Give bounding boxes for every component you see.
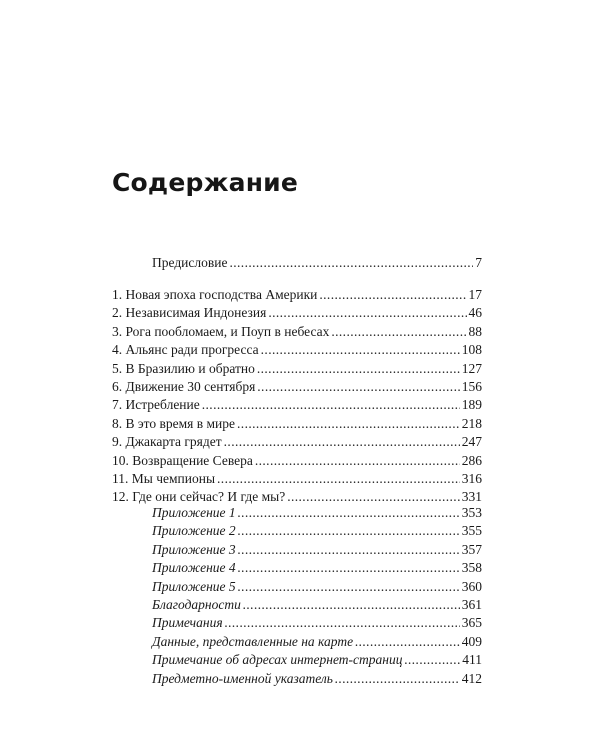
toc-appendix-list bbox=[152, 504, 482, 688]
toc-entry-page-number: 355 bbox=[461, 523, 482, 539]
toc-entry-title: 3. Рога пообломаем, и Поуп в небесах bbox=[112, 323, 330, 339]
dot-leader bbox=[237, 415, 460, 433]
toc-entry-title: Данные, представленные на карте bbox=[152, 633, 354, 649]
dot-leader bbox=[243, 596, 460, 614]
toc-entry-title: 2. Независимая Индонезия bbox=[112, 305, 267, 321]
toc-entry-title: Предметно-именной указатель bbox=[152, 670, 333, 686]
toc-entry-page-number: 361 bbox=[461, 596, 482, 612]
toc-entry-title: 5. В Бразилию и обратно bbox=[112, 360, 255, 376]
dot-leader bbox=[238, 541, 460, 559]
dot-leader bbox=[255, 452, 460, 470]
dot-leader bbox=[238, 559, 460, 577]
toc-entry-page-number: 156 bbox=[461, 378, 482, 394]
toc-entry-page-number: 127 bbox=[461, 360, 482, 376]
toc-entry-page-number: 247 bbox=[461, 434, 482, 450]
toc-entry bbox=[112, 396, 482, 414]
toc-entry-title: 4. Альянс ради прогресса bbox=[112, 342, 259, 358]
toc-entry bbox=[152, 522, 482, 540]
toc-entry bbox=[112, 304, 482, 322]
dot-leader bbox=[319, 286, 466, 304]
toc-entry bbox=[152, 670, 482, 688]
toc-entry bbox=[152, 559, 482, 577]
toc-entry-title: 6. Движение 30 сентября bbox=[112, 378, 256, 394]
toc-entry-page-number: 189 bbox=[461, 397, 482, 413]
toc-entry-title: Приложение 2 bbox=[152, 523, 236, 539]
dot-leader bbox=[238, 578, 460, 596]
toc-entry-page-number: 286 bbox=[461, 452, 482, 468]
toc-entry-page-number: 7 bbox=[475, 255, 482, 270]
toc-entry bbox=[152, 651, 482, 669]
dot-leader bbox=[355, 633, 460, 651]
dot-leader bbox=[229, 254, 473, 272]
toc-entry bbox=[152, 614, 482, 632]
toc-entry bbox=[152, 578, 482, 596]
toc-entry bbox=[112, 341, 482, 359]
toc-entry-page-number: 218 bbox=[461, 415, 482, 431]
toc-entry bbox=[152, 541, 482, 559]
toc-entry-page-number: 365 bbox=[461, 615, 482, 631]
toc-entry-title: 8. В это время в мире bbox=[112, 415, 236, 431]
toc-entry bbox=[112, 360, 482, 378]
toc-entry-page-number: 360 bbox=[461, 578, 482, 594]
toc-entry-title: 11. Мы чемпионы bbox=[112, 470, 216, 486]
toc-entry-title: 12. Где они сейчас? И где мы? bbox=[112, 489, 286, 505]
toc-entry bbox=[112, 286, 482, 304]
toc-entry bbox=[152, 254, 482, 272]
toc-entry-page-number: 108 bbox=[461, 342, 482, 358]
toc-entry-title: Приложение 3 bbox=[152, 541, 236, 557]
dot-leader bbox=[238, 522, 460, 540]
dot-leader bbox=[257, 378, 459, 396]
toc-entry-page-number: 316 bbox=[461, 470, 482, 486]
toc-entry-page-number: 353 bbox=[461, 505, 482, 520]
dot-leader bbox=[224, 433, 460, 451]
toc-entry-title: 7. Истребление bbox=[112, 397, 200, 413]
dot-leader bbox=[331, 323, 466, 341]
toc-entry-page-number: 331 bbox=[461, 489, 482, 505]
toc-entry bbox=[112, 378, 482, 396]
toc-entry bbox=[112, 452, 482, 470]
toc-entry-page-number: 46 bbox=[468, 305, 482, 321]
toc-entry-title: Примечания bbox=[152, 615, 223, 631]
toc-entry-title: Примечание об адресах интернет-страниц bbox=[152, 652, 403, 668]
dot-leader bbox=[202, 396, 460, 414]
toc-entry-title: 10. Возвращение Севера bbox=[112, 452, 253, 468]
toc-entry bbox=[112, 433, 482, 451]
dot-leader bbox=[404, 651, 460, 669]
page-title: Содержание bbox=[112, 168, 299, 197]
toc-entry bbox=[112, 415, 482, 433]
dot-leader bbox=[261, 341, 460, 359]
toc-entry-title: Приложение 4 bbox=[152, 560, 236, 576]
toc-entry-page-number: 358 bbox=[461, 560, 482, 576]
toc-entry-title: Предисловие bbox=[152, 255, 228, 270]
toc-entry-page-number: 88 bbox=[468, 323, 482, 339]
toc-entry bbox=[152, 596, 482, 614]
toc-entry-page-number: 412 bbox=[461, 670, 482, 686]
dot-leader bbox=[335, 670, 460, 688]
toc-entry bbox=[112, 323, 482, 341]
toc-chapters-list bbox=[112, 286, 482, 507]
toc-entry bbox=[112, 470, 482, 488]
toc-preface-list bbox=[152, 254, 482, 272]
toc-entry-title: 9. Джакарта грядет bbox=[112, 434, 222, 450]
toc-entry bbox=[152, 633, 482, 651]
toc-entry-page-number: 409 bbox=[461, 633, 482, 649]
dot-leader bbox=[217, 470, 460, 488]
dot-leader bbox=[268, 304, 466, 322]
toc-entry-page-number: 17 bbox=[468, 287, 482, 302]
toc-entry-title: 1. Новая эпоха господства Америки bbox=[112, 287, 318, 302]
dot-leader bbox=[238, 504, 460, 522]
toc-entry bbox=[152, 504, 482, 522]
toc-entry-title: Благодарности bbox=[152, 596, 241, 612]
toc-entry-page-number: 357 bbox=[461, 541, 482, 557]
toc-entry-title: Приложение 5 bbox=[152, 578, 236, 594]
dot-leader bbox=[225, 614, 460, 632]
toc-entry-title: Приложение 1 bbox=[152, 505, 236, 520]
dot-leader bbox=[257, 360, 460, 378]
toc-entry-page-number: 411 bbox=[462, 652, 482, 668]
